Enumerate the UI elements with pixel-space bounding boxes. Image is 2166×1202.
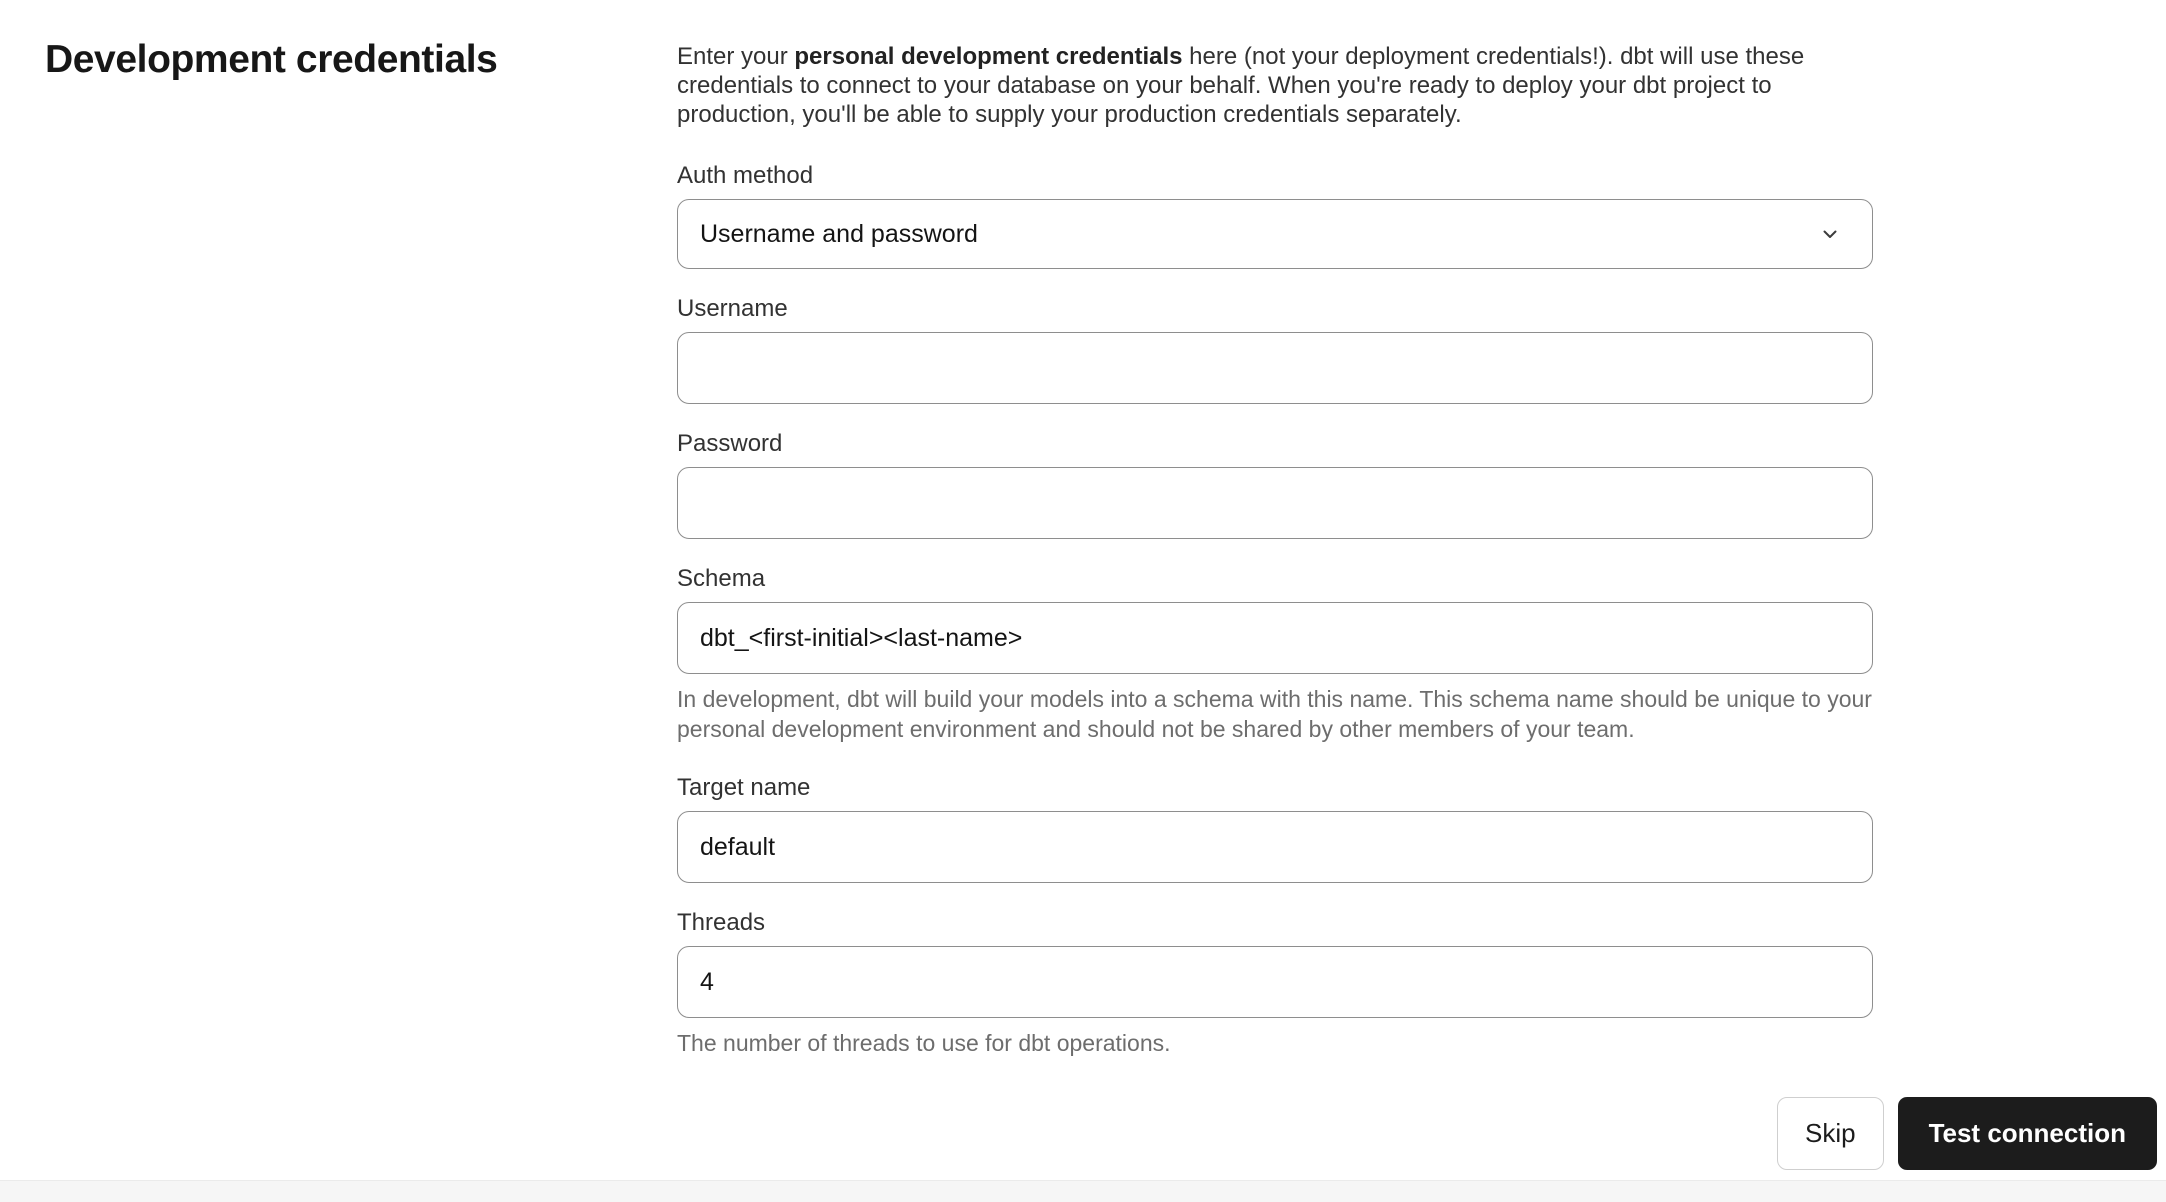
intro-suffix: here (not your deployment credentials!). dbt will use these credentials to connect to your database on your behalf. When you're ready to deploy your dbt project to production, you'll be able to supply your production credentials separately. <box>677 43 1805 128</box>
target-name-label: Target name <box>677 774 811 801</box>
auth-method-label: Auth method <box>677 162 814 189</box>
field-username <box>677 295 1873 404</box>
intro-bold: personal development credentials <box>794 43 1183 70</box>
field-threads <box>677 909 1873 1058</box>
threads-label: Threads <box>677 909 766 936</box>
field-schema <box>677 565 1873 744</box>
footer-strip <box>0 1180 2166 1202</box>
auth-method-select[interactable] <box>677 199 1873 269</box>
skip-button[interactable]: Skip <box>1777 1097 1884 1170</box>
threads-input[interactable] <box>677 946 1873 1018</box>
intro-text <box>677 42 1873 129</box>
username-input[interactable] <box>677 332 1873 404</box>
username-label: Username <box>677 295 788 322</box>
form-actions <box>1777 1097 2157 1170</box>
threads-help-text: The number of threads to use for dbt operations. <box>677 1030 1171 1056</box>
page-title: Development credentials <box>45 38 498 81</box>
test-connection-button[interactable]: Test connection <box>1898 1097 2157 1170</box>
schema-input[interactable] <box>677 602 1873 674</box>
chevron-down-icon <box>1818 222 1842 246</box>
auth-method-value: Username and password <box>700 219 978 248</box>
password-label: Password <box>677 430 783 457</box>
schema-help-text: In development, dbt will build your models into a schema with this name. This schema name should be unique to your personal development environment and should not be shared by other members of your team. <box>677 686 1872 742</box>
password-input[interactable] <box>677 467 1873 539</box>
credentials-form <box>677 42 1873 1058</box>
intro-prefix: Enter your <box>677 43 795 70</box>
field-password <box>677 430 1873 539</box>
field-auth-method <box>677 162 1873 269</box>
field-target-name <box>677 774 1873 883</box>
target-name-input[interactable] <box>677 811 1873 883</box>
schema-label: Schema <box>677 565 766 592</box>
